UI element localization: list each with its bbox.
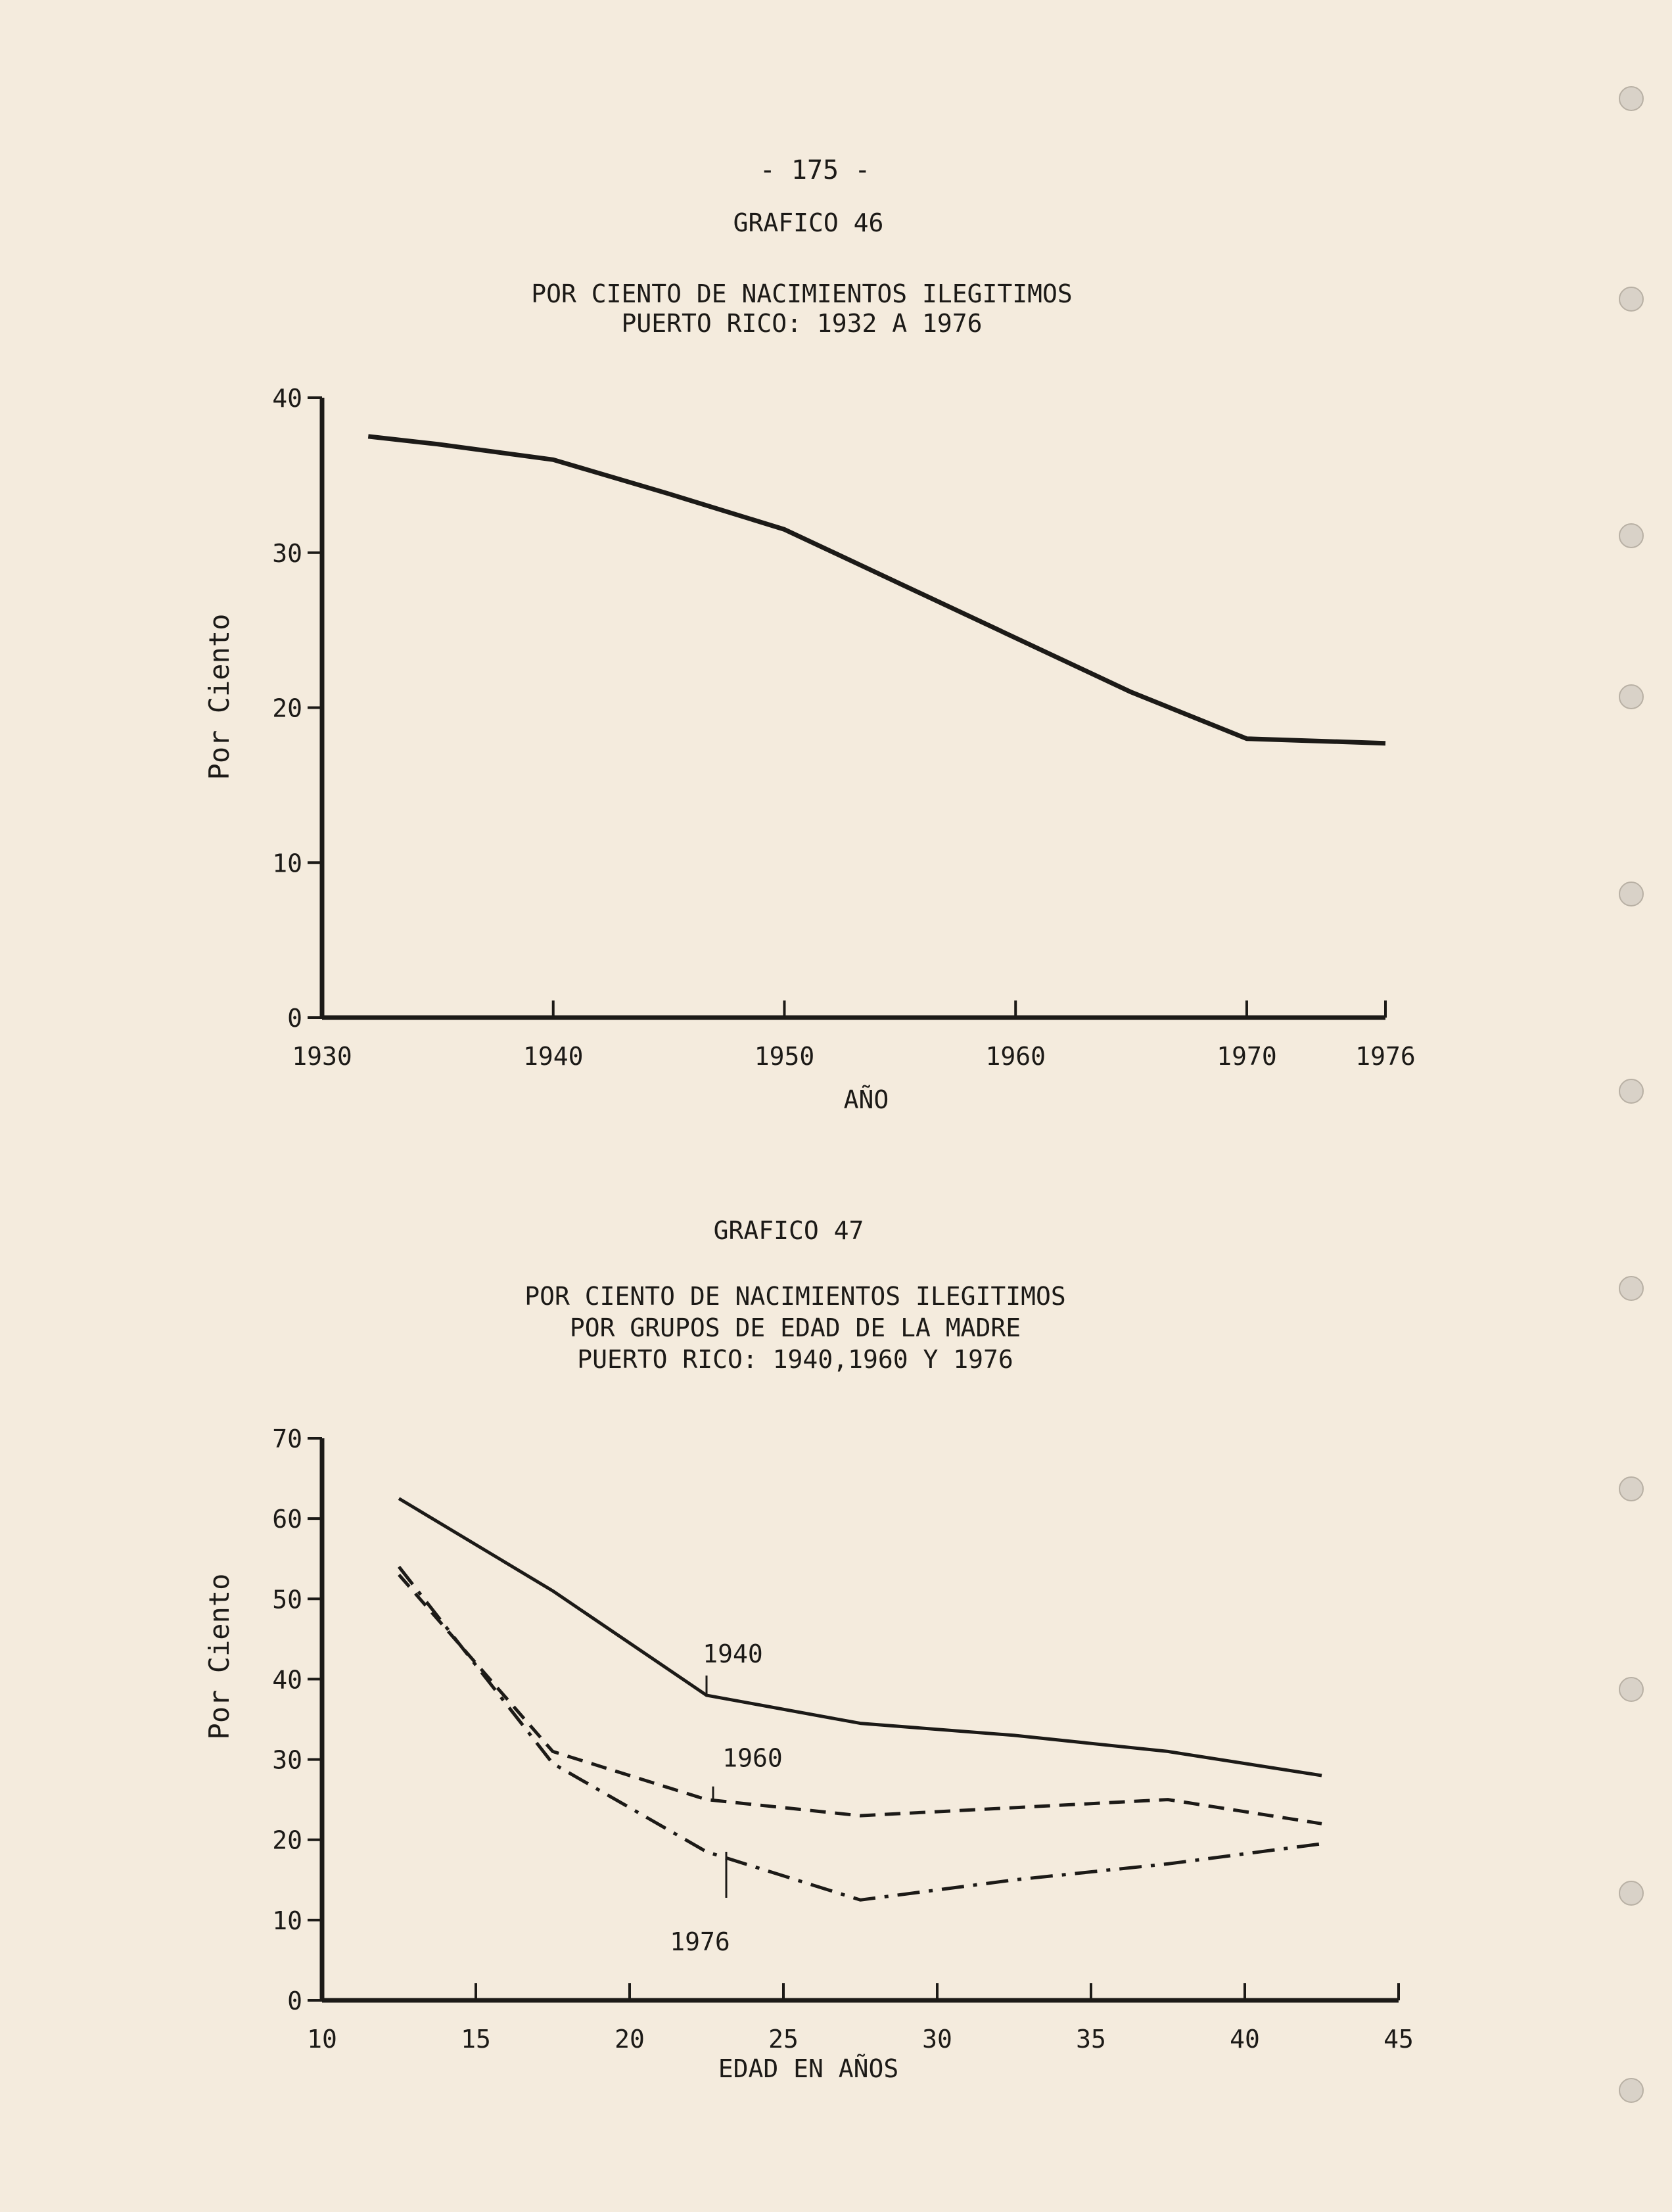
y-tick-label: 30 [272, 538, 302, 568]
y-axis-label: Por Ciento [203, 1573, 235, 1740]
chart-ticks [272, 384, 1416, 1071]
binder-holes [1619, 87, 1643, 2102]
y-tick-label: 70 [272, 1424, 302, 1453]
chart-series [399, 1499, 1322, 1900]
y-tick-label: 30 [272, 1745, 302, 1775]
x-tick-label: 1976 [1355, 1042, 1416, 1071]
y-tick-label: 0 [287, 1004, 302, 1033]
y-tick-label: 40 [272, 384, 302, 413]
chart-title-line: POR GRUPOS DE EDAD DE LA MADRE [569, 1313, 1021, 1342]
y-tick-label: 40 [272, 1665, 302, 1695]
series-line [399, 1575, 1322, 1824]
series-labels [670, 1639, 783, 1956]
chart-series [368, 436, 1385, 743]
x-tick-label: 30 [922, 2025, 952, 2054]
y-tick-label: 10 [272, 849, 302, 878]
chart-title-line: PUERTO RICO: 1932 A 1976 [621, 309, 983, 338]
chart-title-line: POR CIENTO DE NACIMIENTOS ILEGITIMOS [524, 1282, 1066, 1311]
chart-heading: GRAFICO 47 [713, 1216, 864, 1245]
y-tick-label: 20 [272, 1825, 302, 1855]
y-tick-label: 60 [272, 1505, 302, 1534]
x-tick-label: 35 [1076, 2025, 1106, 2054]
x-tick-label: 45 [1383, 2025, 1414, 2054]
chart-axes [322, 398, 1385, 1018]
x-tick-label: 1940 [522, 1042, 584, 1071]
series-label: 1940 [703, 1639, 763, 1668]
x-axis-label: AÑO [843, 1085, 889, 1114]
chart-title-line: POR CIENTO DE NACIMIENTOS ILEGITIMOS [531, 279, 1073, 308]
y-tick-label: 10 [272, 1906, 302, 1935]
x-tick-label: 1960 [985, 1042, 1046, 1071]
x-tick-label: 1950 [754, 1042, 815, 1071]
x-axis-label: EDAD EN AÑOS [718, 2054, 899, 2083]
x-tick-label: 1970 [1217, 1042, 1277, 1071]
series-label: 1960 [722, 1743, 783, 1773]
series-label: 1976 [670, 1927, 730, 1957]
chart-ticks [272, 1424, 1414, 2054]
chart-title-line: PUERTO RICO: 1940,1960 Y 1976 [577, 1345, 1013, 1374]
chart-grafico-47 [203, 1216, 1414, 2083]
x-tick-label: 10 [307, 2025, 337, 2054]
chart-heading: GRAFICO 46 [733, 208, 884, 237]
x-tick-label: 40 [1230, 2025, 1260, 2054]
chart-grafico-46 [203, 208, 1416, 1114]
x-tick-label: 20 [615, 2025, 645, 2054]
y-axis-label: Por Ciento [203, 613, 235, 780]
chart-axes [322, 1438, 1399, 2000]
y-tick-label: 50 [272, 1585, 302, 1614]
x-tick-label: 25 [768, 2025, 799, 2054]
series-line [368, 436, 1385, 743]
page-number: - 175 - [759, 155, 871, 185]
x-tick-label: 15 [461, 2025, 491, 2054]
y-tick-label: 20 [272, 694, 302, 723]
y-tick-label: 0 [287, 1987, 302, 2015]
x-tick-label: 1930 [292, 1042, 352, 1071]
